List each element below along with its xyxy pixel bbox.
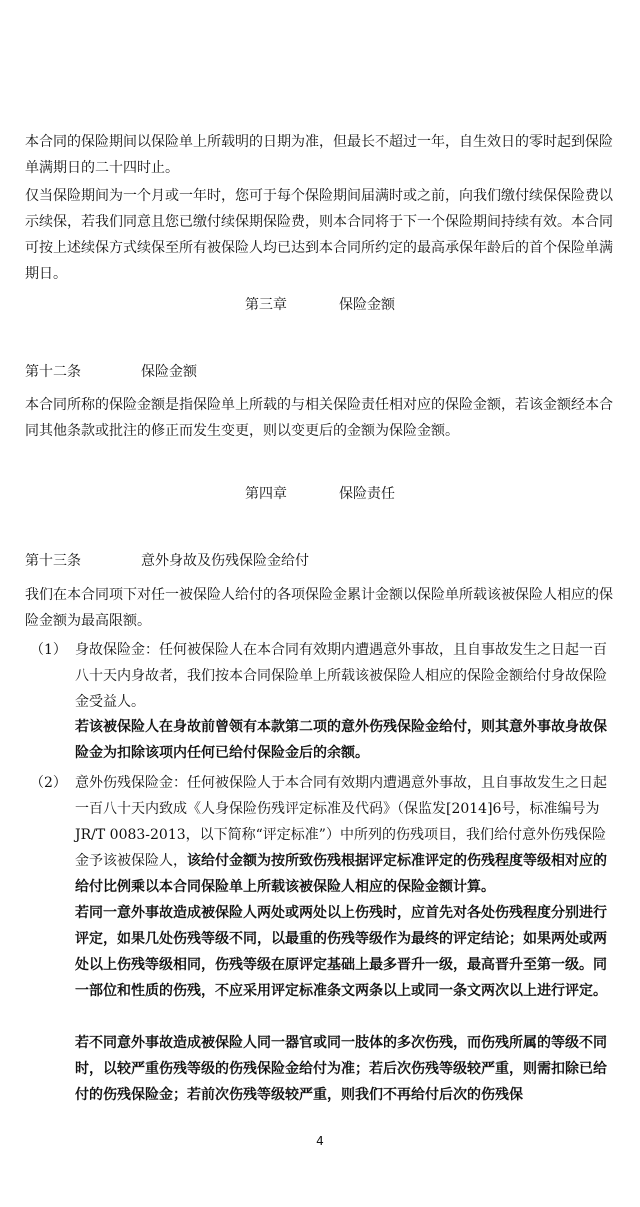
item-1-number: （1）	[30, 642, 67, 658]
death-benefit-paragraph: 身故保险金：任何被保险人在本合同有效期内遭遇意外事故，且自事故发生之日起一百八十天内身故者，我们按本合同保险单上所载该被保险人相应的保险金额给付身故保险金受益人。	[75, 642, 607, 710]
disability-benefit-calculation: 该给付金额为按所致伤残根据评定标准评定的伤残程度等级相对应的给付比例乘以本合同保险单上所载该被保险人相应的保险金额计算。	[75, 853, 607, 895]
chapter-4-heading	[0, 484, 640, 504]
article-13-intro: 我们在本合同项下对任一被保险人给付的各项保险金累计金额以保险单所载该被保险人相应的保险金额为最高限额。	[25, 587, 613, 629]
article-number: 第十三条	[25, 553, 81, 569]
repeated-disabilities-paragraph: 若不同意外事故造成被保险人同一器官或同一肢体的多次伤残，而伤残所属的等级不同时，以较严重伤残等级的伤残保险金给付为准；若后次伤残等级较严重，则需扣除已给付的伤残保险金；若前次伤残等级较严重，则我们不再给付后次的伤残保	[75, 1035, 607, 1103]
chapter-title: 保险金额	[339, 297, 395, 313]
insurance-period-paragraph: 本合同的保险期间以保险单上所载明的日期为准，但最长不超过一年，自生效日的零时起到保险单满期日的二十四时止。	[25, 134, 613, 176]
renewal-paragraph: 仅当保险期间为一个月或一年时，您可于每个保险期间届满时或之前，向我们缴付续保保险费以示续保，若我们同意且您已缴付续保期保险费，则本合同将于下一个保险期间持续有效。本合同可按上述续保方式续保至所有被保险人均已达到本合同所约定的最高承保年龄后的首个保险单满期日。	[25, 188, 613, 282]
page-number: 4	[316, 1134, 324, 1148]
article-number: 第十二条	[25, 364, 81, 380]
multiple-disabilities-paragraph: 若同一意外事故造成被保险人两处或两处以上伤残时，应首先对各处伤残程度分别进行评定，如果几处伤残等级不同，以最重的伤残等级作为最终的评定结论；如果两处或两处以上伤残等级相同，伤残等级在原评定基础上最多晋升一级，最高晋升至第一级。同一部位和性质的伤残，不应采用评定标准条文两条以上或同一条文两次以上进行评定。	[75, 905, 607, 999]
chapter-number: 第四章	[245, 486, 287, 502]
item-2-number: （2）	[30, 775, 67, 791]
chapter-number: 第三章	[245, 297, 287, 313]
disability-benefit-text: 意外伤残保险金：任何被保险人于本合同有效期内遭遇意外事故，且自事故发生之日起一百八十天内致成《人身保险伤残评定标准及代码》（保监发[2014]6号，标准编号为 JR/T 0083-2013，以下简称“评定标准”）中所列的伤残项目，我们给付意外伤残保险金予该被保险人，	[75, 775, 607, 869]
chapter-title: 保险责任	[339, 486, 395, 502]
article-13-heading	[25, 551, 309, 571]
article-title: 意外身故及伤残保险金给付	[141, 553, 309, 569]
article-title: 保险金额	[141, 364, 197, 380]
chapter-3-heading	[0, 295, 640, 315]
article-12-heading	[25, 362, 197, 382]
sum-insured-paragraph: 本合同所称的保险金额是指保险单上所载的与相关保险责任相对应的保险金额，若该金额经本合同其他条款或批注的修正而发生变更，则以变更后的金额为保险金额。	[25, 397, 613, 439]
death-benefit-deduction-paragraph: 若该被保险人在身故前曾领有本款第二项的意外伤残保险金给付，则其意外事故身故保险金为扣除该项内任何已给付保险金后的余额。	[75, 719, 607, 761]
disability-benefit-paragraph	[75, 770, 615, 900]
